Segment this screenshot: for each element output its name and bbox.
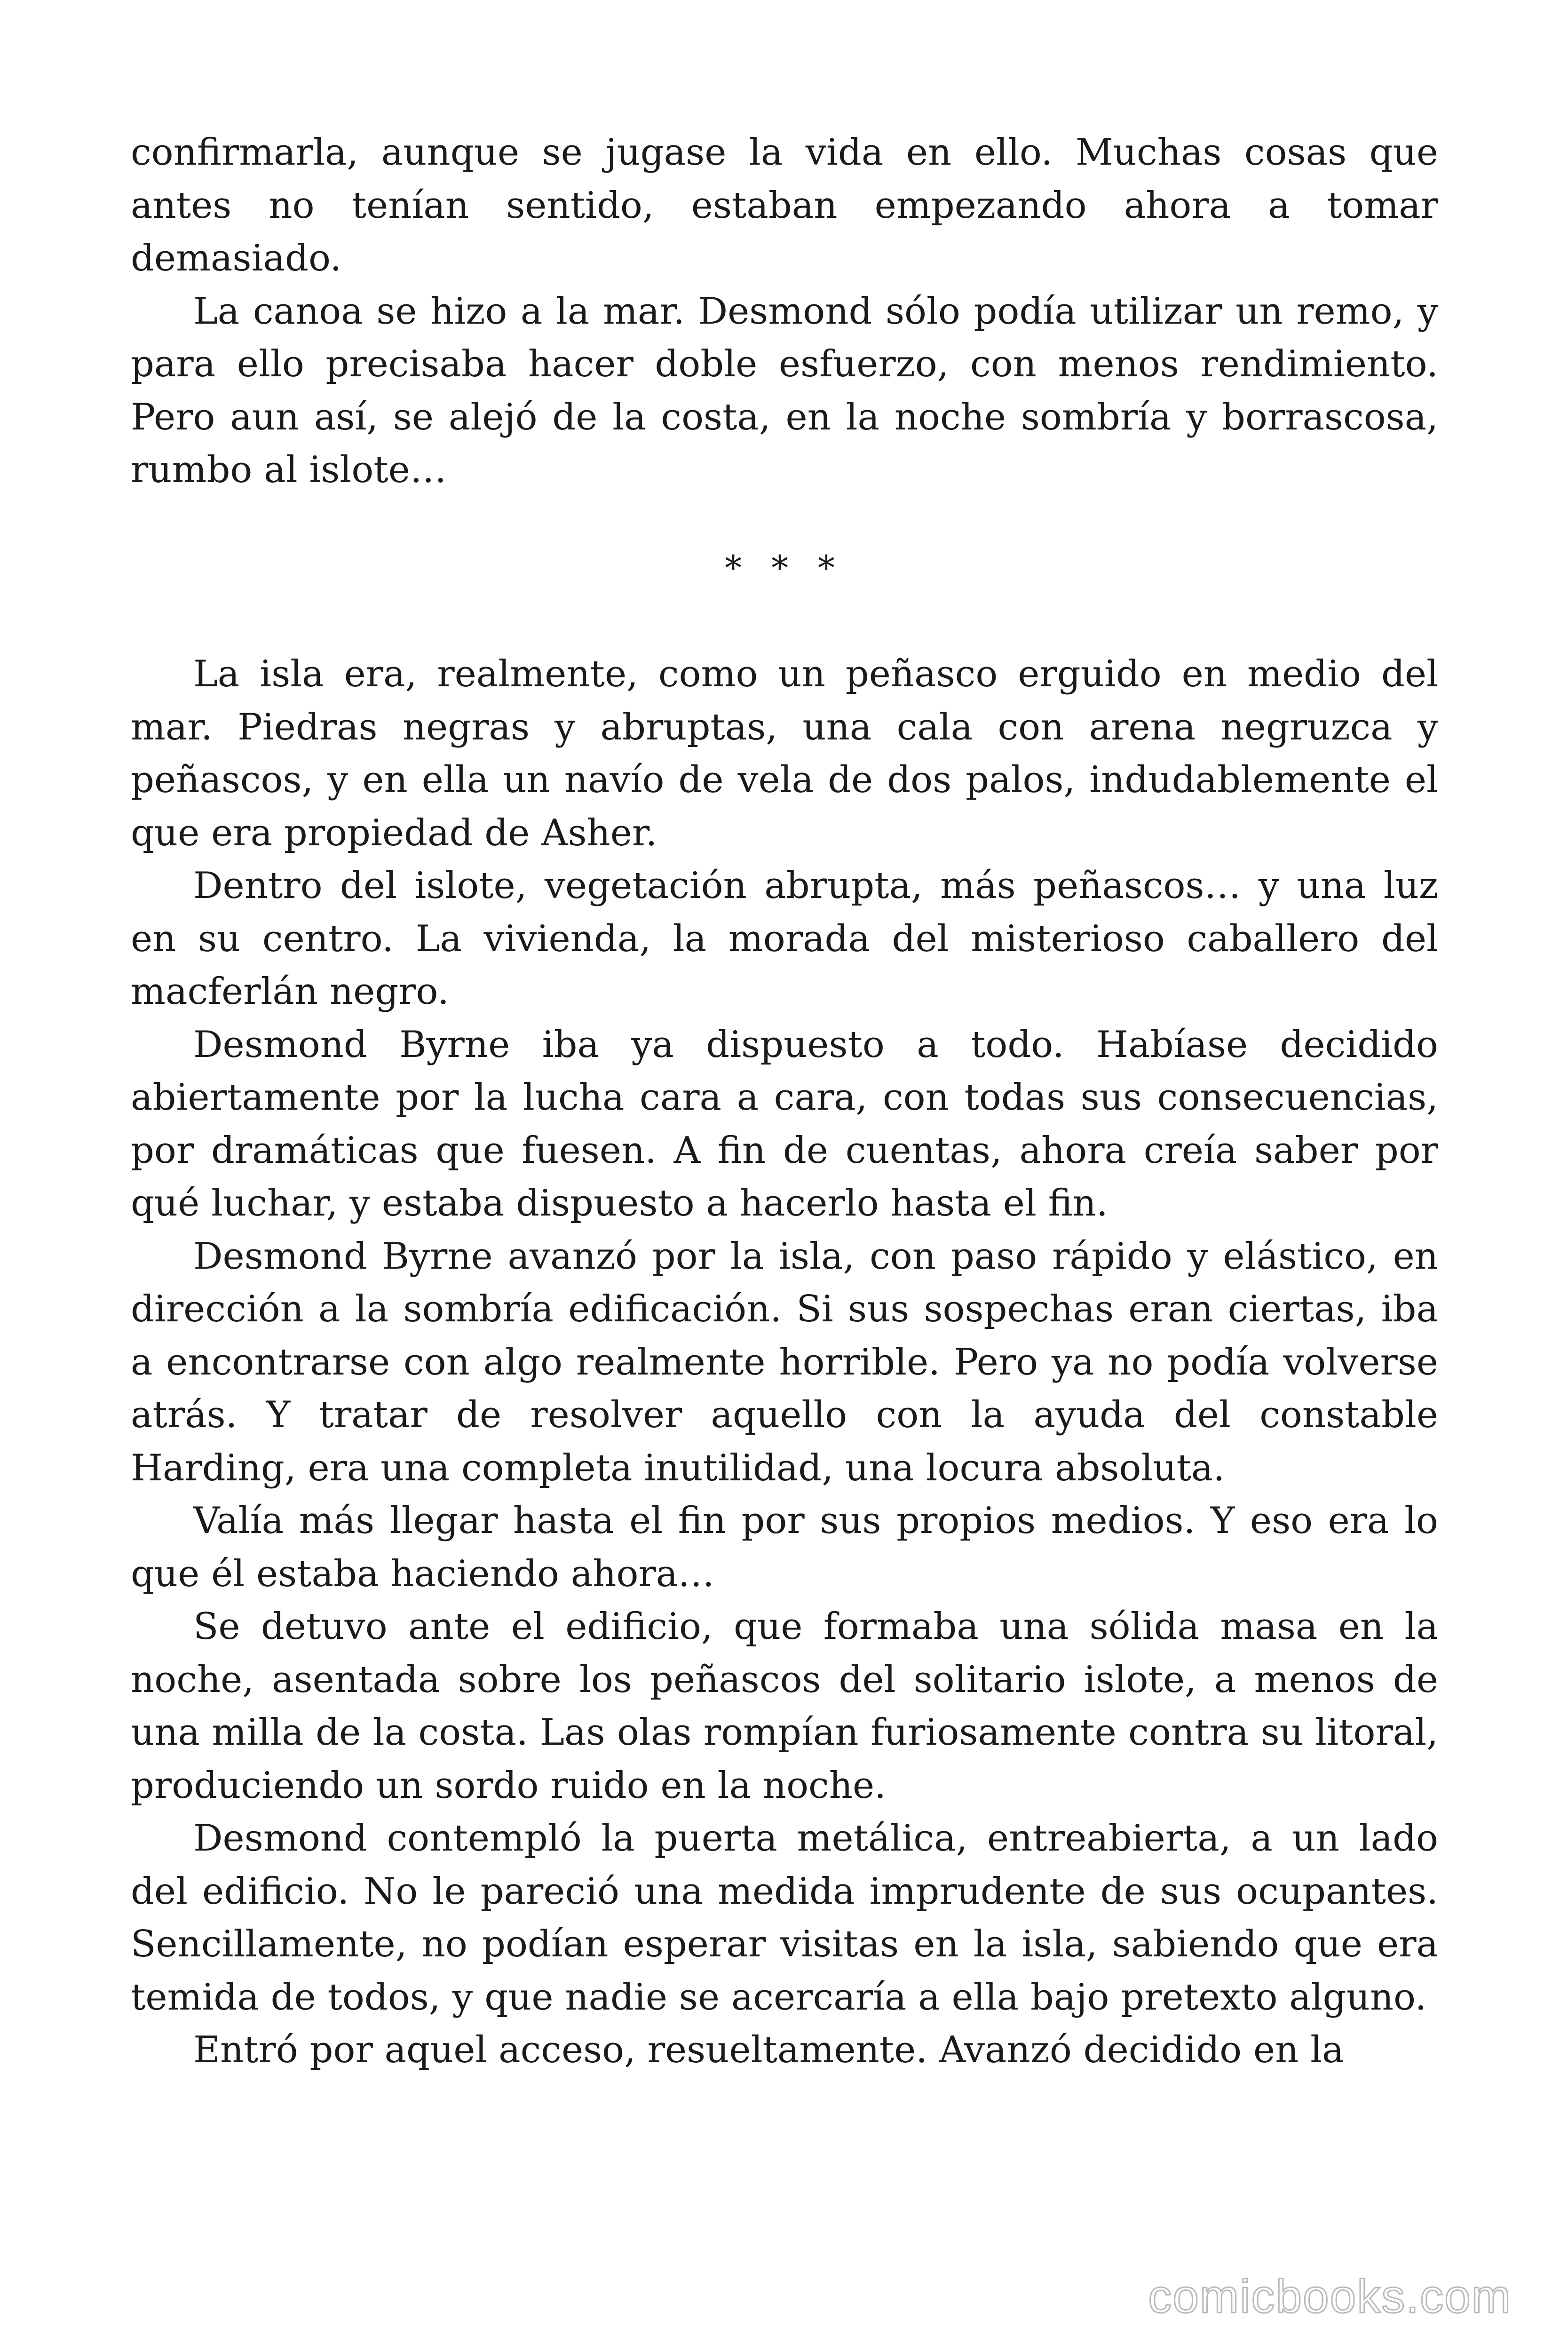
paragraph: Desmond contempló la puerta metálica, entreabierta, a un lado del edificio. No le pareció una medida imprudente de sus ocupantes. Sencillamente, no podían esperar visitas en la isla, sabiendo que era temida de todos, y que nadie se acercaría a ella bajo pretexto alguno. — [131, 1817, 1438, 2018]
paragraph: Desmond Byrne iba ya dispuesto a todo. Habíase decidido abiertamente por la lucha cara a cara, con todas sus consecuencias, por dramáticas que fuesen. A fin de cuentas, ahora creía saber por qué luchar, y estaba dispuesto a hacerlo hasta el fin. — [131, 1023, 1438, 1224]
paragraph: Dentro del islote, vegetación abrupta, más peñascos… y una luz en su centro. La vivienda, la morada del misterioso caballero del macferlán negro. — [131, 865, 1438, 1013]
text-block-bottom — [131, 648, 1438, 2077]
paragraph: Valía más llegar hasta el fin por sus propios medios. Y eso era lo que él estaba haciendo ahora… — [131, 1500, 1438, 1595]
text-block-top — [131, 126, 1438, 497]
scene-break: * * * — [725, 548, 844, 588]
watermark: comicbooks.com — [1148, 2270, 1512, 2323]
paragraph-continued: confirmarla, aunque se jugase la vida en ello. Muchas cosas que antes no tenían sentido, estaban empezando ahora a tomar demasiado. — [131, 131, 1438, 279]
paragraph: Se detuvo ante el edificio, que formaba una sólida masa en la noche, asentada sobre los peñascos del solitario islote, a menos de una milla de la costa. Las olas rompían furiosamente contra su litoral, produciendo un sordo ruido en la noche. — [131, 1605, 1438, 1807]
paragraph: Desmond Byrne avanzó por la isla, con paso rápido y elástico, en dirección a la sombría edificación. Si sus sospechas eran ciertas, iba a encontrarse con algo realmente horrible. Pero ya no podía volverse atrás. Y tratar de resolver aquello con la ayuda del constable Harding, era una completa inutilidad, una locura absoluta. — [131, 1235, 1438, 1489]
paragraph: La isla era, realmente, como un peñasco erguido en medio del mar. Piedras negras y abruptas, una cala con arena negruzca y peñascos, y en ella un navío de vela de dos palos, indudablemente el que era propiedad de Asher. — [131, 653, 1438, 854]
paragraph-last: Entró por aquel acceso, resueltamente. Avanzó decidido en la — [193, 2029, 1344, 2071]
paragraph: La canoa se hizo a la mar. Desmond sólo podía utilizar un remo, y para ello precisaba hacer doble esfuerzo, con menos rendimiento. Pero aun así, se alejó de la costa, en la noche sombría y borrascosa, rumbo al islote… — [131, 290, 1438, 491]
